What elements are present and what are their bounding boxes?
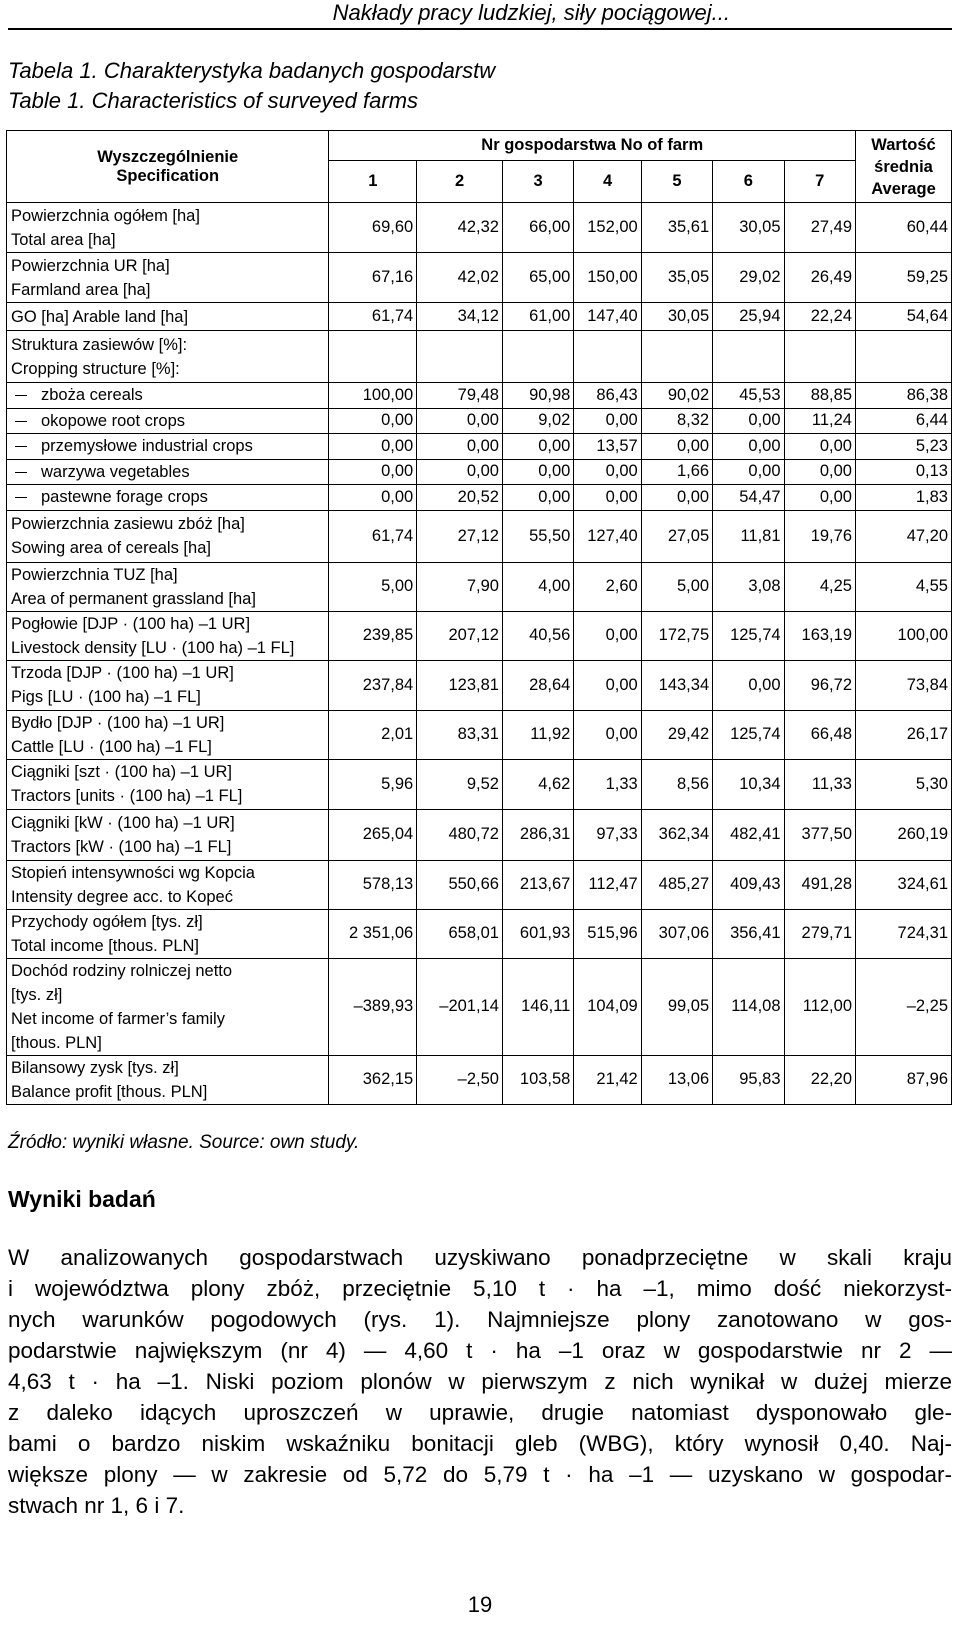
value-cell: 0,00: [784, 459, 855, 485]
value-cell: 0,00: [574, 660, 641, 710]
row-label: [7, 510, 329, 562]
value-cell: 10,34: [713, 759, 784, 809]
table-caption-pl: Tabela 1. Charakterystyka badanych gospodarstw: [8, 58, 496, 83]
paragraph-line: 4,63 t · ha –1. Niski poziom plonów w pierwszym z nich wynikał w dużej mierze: [8, 1369, 952, 1394]
row-label-text: okopowe root crops: [41, 411, 185, 430]
row-label: [7, 1055, 329, 1104]
row-label-line: [thous. PLN]: [11, 1033, 102, 1052]
value-cell: 0,00: [713, 434, 784, 460]
row-label-line: Bydło [DJP · (100 ha) –1 UR]: [11, 713, 225, 732]
spec-header-en: Specification: [116, 166, 220, 185]
table-row: [7, 434, 952, 460]
row-label: [7, 408, 329, 434]
value-cell: 123,81: [417, 660, 503, 710]
row-label-line: Cropping structure [%]:: [11, 359, 180, 378]
value-cell: 61,00: [502, 303, 573, 331]
value-cell: 22,20: [784, 1055, 855, 1104]
row-label-line: Balance profit [thous. PLN]: [11, 1082, 208, 1101]
value-cell: 40,56: [502, 611, 573, 660]
value-cell: 97,33: [574, 809, 641, 860]
value-cell: 99,05: [641, 958, 712, 1055]
value-cell: 307,06: [641, 909, 712, 958]
value-cell: 11,24: [784, 408, 855, 434]
row-label-line: Total income [thous. PLN]: [11, 936, 200, 955]
row-label-line: Area of permanent grassland [ha]: [11, 589, 256, 608]
value-cell: 260,19: [856, 809, 952, 860]
value-cell: 1,83: [856, 485, 952, 511]
row-label-line: Pigs [LU · (100 ha) –1 FL]: [11, 688, 201, 706]
row-label-line: Pogłowie [DJP · (100 ha) –1 UR]: [11, 614, 251, 633]
value-cell: 96,72: [784, 660, 855, 710]
table-row: [7, 303, 952, 331]
empty-cell: [574, 331, 641, 383]
value-cell: 0,00: [574, 408, 641, 434]
empty-cell: [417, 331, 503, 383]
running-head-text: Nakłady pracy ludzkiej, siły pociągowej...: [332, 0, 730, 25]
table-row: [7, 759, 952, 809]
table-row: [7, 331, 952, 383]
value-cell: 86,38: [856, 383, 952, 409]
value-cell: 42,32: [417, 203, 503, 253]
table-row: [7, 203, 952, 253]
value-cell: 30,05: [713, 203, 784, 253]
paragraph-line: z daleko idących uproszczeń w uprawie, drugie natomiast dysponowało gle-: [8, 1400, 952, 1425]
row-label-line: Przychody ogółem [tys. zł]: [11, 912, 203, 931]
table-row: [7, 562, 952, 611]
value-cell: 83,31: [417, 710, 503, 759]
value-cell: 9,52: [417, 759, 503, 809]
value-cell: 25,94: [713, 303, 784, 331]
table-row: [7, 383, 952, 409]
value-cell: 11,33: [784, 759, 855, 809]
value-cell: 100,00: [329, 383, 417, 409]
table-caption-en: Table 1. Characteristics of surveyed farms: [8, 88, 419, 113]
value-cell: 125,74: [713, 710, 784, 759]
value-cell: –2,50: [417, 1055, 503, 1104]
value-cell: 9,02: [502, 408, 573, 434]
value-cell: 4,55: [856, 562, 952, 611]
value-cell: 724,31: [856, 909, 952, 958]
farm-number-header: 4: [574, 161, 641, 203]
row-label: [7, 958, 329, 1055]
value-cell: 0,00: [417, 459, 503, 485]
row-label: [7, 434, 329, 460]
value-cell: –201,14: [417, 958, 503, 1055]
value-cell: 5,30: [856, 759, 952, 809]
empty-cell: [641, 331, 712, 383]
value-cell: 69,60: [329, 203, 417, 253]
value-cell: 42,02: [417, 253, 503, 303]
list-dash: [15, 497, 27, 498]
value-cell: 0,00: [329, 485, 417, 511]
average-header-line: Wartość: [871, 135, 936, 154]
value-cell: 152,00: [574, 203, 641, 253]
table-row: [7, 408, 952, 434]
value-cell: 0,13: [856, 459, 952, 485]
row-label-line: Powierzchnia zasiewu zbóż [ha]: [11, 515, 245, 533]
page-number: 19: [467, 1592, 493, 1617]
value-cell: 491,28: [784, 860, 855, 909]
table-row: [7, 809, 952, 860]
value-cell: 0,00: [502, 485, 573, 511]
value-cell: –2,25: [856, 958, 952, 1055]
value-cell: 54,64: [856, 303, 952, 331]
paragraph-line: i województwa plony zbóż, przeciętnie 5,10 t · ha –1, mimo dość niekorzyst-: [8, 1276, 952, 1301]
row-label-line: Powierzchnia UR [ha]: [11, 256, 170, 275]
list-dash: [15, 446, 27, 447]
row-label-line: Livestock density [LU · (100 ha) –1 FL]: [11, 638, 295, 657]
row-label-line: Powierzchnia ogółem [ha]: [11, 206, 200, 225]
row-label-line: Cattle [LU · (100 ha) –1 FL]: [11, 737, 212, 756]
value-cell: 324,61: [856, 860, 952, 909]
value-cell: 0,00: [713, 408, 784, 434]
value-cell: 143,34: [641, 660, 712, 710]
value-cell: 377,50: [784, 809, 855, 860]
value-cell: 27,05: [641, 510, 712, 562]
value-cell: 95,83: [713, 1055, 784, 1104]
value-cell: 0,00: [502, 459, 573, 485]
paragraph-line: nych warunków pogodowych (rys. 1). Najmniejsze plony zanotowano w gos-: [8, 1307, 952, 1332]
value-cell: 409,43: [713, 860, 784, 909]
value-cell: 550,66: [417, 860, 503, 909]
value-cell: 480,72: [417, 809, 503, 860]
row-label: [7, 909, 329, 958]
value-cell: 127,40: [574, 510, 641, 562]
value-cell: 150,00: [574, 253, 641, 303]
table-row: [7, 510, 952, 562]
value-cell: 207,12: [417, 611, 503, 660]
farm-number-header: 5: [641, 161, 712, 203]
average-header: [856, 131, 952, 203]
value-cell: 8,56: [641, 759, 712, 809]
farm-number-header: 3: [502, 161, 573, 203]
value-cell: 104,09: [574, 958, 641, 1055]
value-cell: 13,06: [641, 1055, 712, 1104]
value-cell: 356,41: [713, 909, 784, 958]
value-cell: 362,15: [329, 1055, 417, 1104]
value-cell: 66,48: [784, 710, 855, 759]
value-cell: 4,62: [502, 759, 573, 809]
row-label-line: Powierzchnia TUZ [ha]: [11, 565, 178, 584]
value-cell: 26,49: [784, 253, 855, 303]
farm-group-header: Nr gospodarstwa No of farm: [329, 131, 856, 161]
row-label: [7, 611, 329, 660]
value-cell: 0,00: [417, 408, 503, 434]
row-label: [7, 660, 329, 710]
value-cell: 66,00: [502, 203, 573, 253]
value-cell: 79,48: [417, 383, 503, 409]
value-cell: 88,85: [784, 383, 855, 409]
average-header-line: średnia: [874, 157, 933, 176]
empty-cell: [502, 331, 573, 383]
value-cell: 265,04: [329, 809, 417, 860]
source-note: Źródło: wyniki własne. Source: own study.: [8, 1132, 360, 1153]
value-cell: 163,19: [784, 611, 855, 660]
value-cell: 0,00: [329, 459, 417, 485]
value-cell: 73,84: [856, 660, 952, 710]
value-cell: 112,47: [574, 860, 641, 909]
table-row: [7, 710, 952, 759]
value-cell: 658,01: [417, 909, 503, 958]
table-row: [7, 253, 952, 303]
row-label: [7, 860, 329, 909]
farm-number-header: 7: [784, 161, 855, 203]
value-cell: 147,40: [574, 303, 641, 331]
value-cell: 213,67: [502, 860, 573, 909]
row-label-line: Tractors [units · (100 ha) –1 FL]: [11, 787, 243, 805]
value-cell: 286,31: [502, 809, 573, 860]
value-cell: 29,42: [641, 710, 712, 759]
table-row: [7, 611, 952, 660]
paragraph-line: podarstwie największym (nr 4) — 4,60 t · ha –1 oraz w gospodarstwie nr 2 —: [8, 1338, 952, 1363]
paragraph-line: stwach nr 1, 6 i 7.: [8, 1493, 185, 1518]
value-cell: 0,00: [502, 434, 573, 460]
list-dash: [15, 472, 27, 473]
value-cell: 21,42: [574, 1055, 641, 1104]
farm-number-header: 6: [713, 161, 784, 203]
value-cell: 86,43: [574, 383, 641, 409]
value-cell: –389,93: [329, 958, 417, 1055]
row-label-text: pastewne forage crops: [41, 488, 208, 507]
section-title: Wyniki badań: [8, 1186, 156, 1212]
value-cell: 0,00: [574, 611, 641, 660]
row-label-line: Trzoda [DJP · (100 ha) –1 UR]: [11, 664, 234, 682]
row-label-line: Total area [ha]: [11, 230, 116, 249]
value-cell: 172,75: [641, 611, 712, 660]
farm-characteristics-table: [6, 130, 952, 1105]
value-cell: 54,47: [713, 485, 784, 511]
value-cell: 0,00: [784, 485, 855, 511]
table-row: [7, 860, 952, 909]
value-cell: 65,00: [502, 253, 573, 303]
row-label-line: Struktura zasiewów [%]:: [11, 335, 188, 354]
row-label: [7, 303, 329, 331]
value-cell: 114,08: [713, 958, 784, 1055]
value-cell: 0,00: [641, 485, 712, 511]
farm-number-header: 2: [417, 161, 503, 203]
value-cell: 0,00: [574, 710, 641, 759]
value-cell: 11,81: [713, 510, 784, 562]
value-cell: 5,96: [329, 759, 417, 809]
empty-cell: [784, 331, 855, 383]
value-cell: 6,44: [856, 408, 952, 434]
value-cell: 1,33: [574, 759, 641, 809]
value-cell: 0,00: [713, 660, 784, 710]
value-cell: 485,27: [641, 860, 712, 909]
row-label-line: Ciągniki [szt · (100 ha) –1 UR]: [11, 763, 233, 781]
row-label: [7, 383, 329, 409]
list-dash: [15, 395, 27, 396]
value-cell: 27,12: [417, 510, 503, 562]
value-cell: 27,49: [784, 203, 855, 253]
row-label: [7, 759, 329, 809]
value-cell: 0,00: [713, 459, 784, 485]
value-cell: 2,60: [574, 562, 641, 611]
farm-number-header: 1: [329, 161, 417, 203]
row-label-text: przemysłowe industrial crops: [41, 437, 253, 456]
table-row: [7, 1055, 952, 1104]
value-cell: 0,00: [641, 434, 712, 460]
row-label-line: Sowing area of cereals [ha]: [11, 539, 211, 557]
value-cell: 237,84: [329, 660, 417, 710]
row-label-line: Tractors [kW · (100 ha) –1 FL]: [11, 837, 232, 856]
value-cell: 61,74: [329, 303, 417, 331]
paragraph-line: większe plony — w zakresie od 5,72 do 5,79 t · ha –1 — uzyskano w gospodar-: [8, 1462, 952, 1487]
value-cell: 13,57: [574, 434, 641, 460]
value-cell: 61,74: [329, 510, 417, 562]
table-row: [7, 909, 952, 958]
average-header-line: Average: [871, 179, 936, 198]
value-cell: 146,11: [502, 958, 573, 1055]
row-label-text: zboża cereals: [41, 386, 143, 405]
paragraph-line: bami o bardzo niskim wskaźniku bonitacji gleb (WBG), który wynosił 0,40. Naj-: [8, 1431, 952, 1456]
value-cell: 0,00: [329, 408, 417, 434]
value-cell: 4,25: [784, 562, 855, 611]
value-cell: 5,00: [329, 562, 417, 611]
value-cell: 578,13: [329, 860, 417, 909]
row-label: [7, 459, 329, 485]
value-cell: 7,90: [417, 562, 503, 611]
row-label-line: Farmland area [ha]: [11, 280, 151, 299]
row-label: [7, 253, 329, 303]
value-cell: 0,00: [329, 434, 417, 460]
value-cell: 30,05: [641, 303, 712, 331]
value-cell: 601,93: [502, 909, 573, 958]
value-cell: 35,05: [641, 253, 712, 303]
value-cell: 482,41: [713, 809, 784, 860]
row-label-line: GO [ha] Arable land [ha]: [11, 307, 189, 326]
value-cell: 5,23: [856, 434, 952, 460]
value-cell: 67,16: [329, 253, 417, 303]
value-cell: 26,17: [856, 710, 952, 759]
value-cell: 90,98: [502, 383, 573, 409]
table-row: [7, 485, 952, 511]
row-label: [7, 203, 329, 253]
value-cell: 362,34: [641, 809, 712, 860]
value-cell: 8,32: [641, 408, 712, 434]
row-label: [7, 562, 329, 611]
value-cell: 22,24: [784, 303, 855, 331]
crop-structure-label: [7, 331, 329, 383]
value-cell: 0,00: [417, 434, 503, 460]
value-cell: 125,74: [713, 611, 784, 660]
table-row: [7, 958, 952, 1055]
value-cell: 0,00: [784, 434, 855, 460]
value-cell: 515,96: [574, 909, 641, 958]
empty-cell: [713, 331, 784, 383]
value-cell: 47,20: [856, 510, 952, 562]
value-cell: 2,01: [329, 710, 417, 759]
row-label-line: Intensity degree acc. to Kopeć: [11, 887, 233, 906]
row-label: [7, 485, 329, 511]
row-label-line: Stopień intensywności wg Kopcia: [11, 863, 255, 882]
value-cell: 239,85: [329, 611, 417, 660]
empty-cell: [329, 331, 417, 383]
value-cell: 59,25: [856, 253, 952, 303]
value-cell: 103,58: [502, 1055, 573, 1104]
value-cell: 29,02: [713, 253, 784, 303]
table-row: [7, 660, 952, 710]
value-cell: 34,12: [417, 303, 503, 331]
value-cell: 19,76: [784, 510, 855, 562]
value-cell: 0,00: [574, 485, 641, 511]
spec-header: [7, 131, 329, 203]
value-cell: 112,00: [784, 958, 855, 1055]
value-cell: 45,53: [713, 383, 784, 409]
value-cell: 28,64: [502, 660, 573, 710]
value-cell: 4,00: [502, 562, 573, 611]
row-label: [7, 710, 329, 759]
value-cell: 100,00: [856, 611, 952, 660]
row-label-line: Net income of farmer’s family: [11, 1009, 225, 1028]
paragraph-line: W analizowanych gospodarstwach uzyskiwano ponadprzeciętne w skali kraju: [8, 1245, 952, 1270]
results-paragraph: [8, 1242, 952, 1521]
value-cell: 5,00: [641, 562, 712, 611]
list-dash: [15, 421, 27, 422]
value-cell: 55,50: [502, 510, 573, 562]
row-label-line: [tys. zł]: [11, 985, 63, 1004]
table-row: [7, 459, 952, 485]
row-label-line: Bilansowy zysk [tys. zł]: [11, 1058, 179, 1077]
value-cell: 20,52: [417, 485, 503, 511]
value-cell: 87,96: [856, 1055, 952, 1104]
value-cell: 90,02: [641, 383, 712, 409]
header-rule: [8, 28, 952, 30]
row-label: [7, 809, 329, 860]
value-cell: 60,44: [856, 203, 952, 253]
value-cell: 0,00: [574, 459, 641, 485]
value-cell: 279,71: [784, 909, 855, 958]
value-cell: 11,92: [502, 710, 573, 759]
value-cell: 2 351,06: [329, 909, 417, 958]
value-cell: 1,66: [641, 459, 712, 485]
row-label-line: Dochód rodziny rolniczej netto: [11, 961, 233, 980]
row-label-text: warzywa vegetables: [41, 462, 190, 481]
row-label-line: Ciągniki [kW · (100 ha) –1 UR]: [11, 813, 235, 832]
value-cell: 3,08: [713, 562, 784, 611]
spec-header-pl: Wyszczególnienie: [97, 147, 239, 166]
empty-cell: [856, 331, 952, 383]
running-head: [0, 0, 960, 28]
value-cell: 35,61: [641, 203, 712, 253]
